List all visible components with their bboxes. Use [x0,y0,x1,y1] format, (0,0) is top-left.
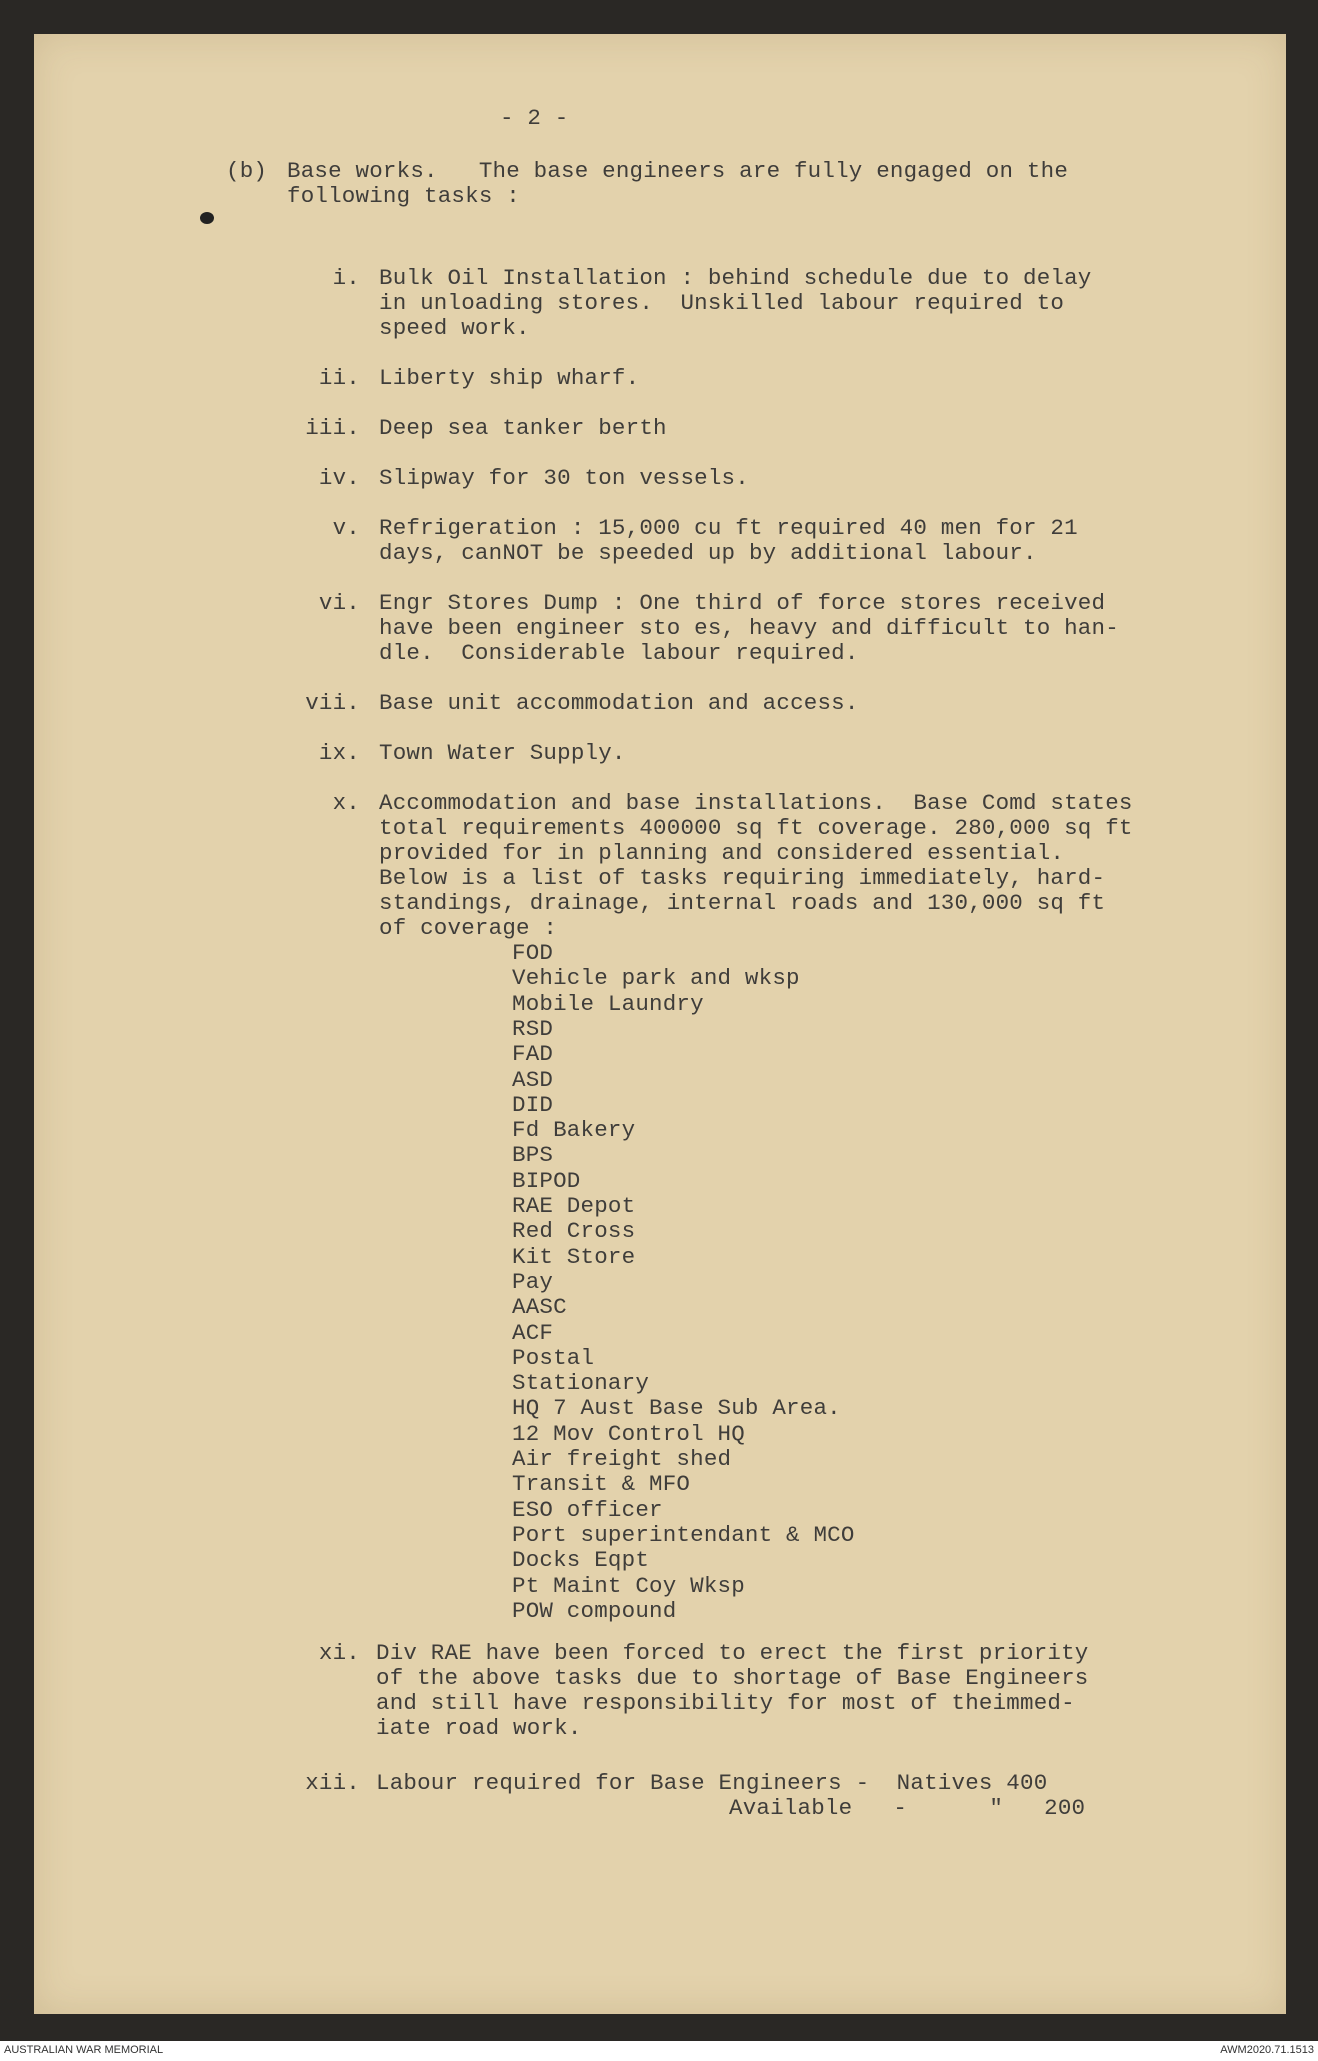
footer-left: AUSTRALIAN WAR MEMORIAL [4,2044,164,2056]
item-number: i. [332,265,360,291]
item-text-line: in unloading stores. Unskilled labour required to [379,290,1065,316]
item-text-line: Deep sea tanker berth [379,415,667,441]
item-number: iii. [305,415,360,441]
item-text-line: Accommodation and base installations. Base Comd states [379,790,1133,816]
task-list-item: POW compound [512,1597,677,1624]
item-text-line: provided for in planning and considered essential. [379,840,1065,866]
item-number: x. [332,790,360,816]
document-page [34,34,1286,2014]
section-label: (b) [226,158,268,184]
item-text-line: Base unit accommodation and access. [379,690,859,716]
task-list-item: AASC [512,1294,567,1321]
item-number: iv. [318,465,360,491]
task-list-item: Pay [512,1268,554,1295]
task-list-item: ACF [512,1319,554,1346]
task-list-item: FOD [512,940,554,966]
task-list-item: RAE Depot [512,1193,636,1219]
task-list-item: DID [512,1091,554,1118]
task-list-item: Docks Eqpt [512,1547,650,1574]
task-list-item: Transit & MFO [512,1471,691,1498]
task-list-item: FAD [512,1041,554,1068]
footer-right: AWM2020.71.1513 [1220,2044,1314,2056]
item-number: vii. [305,690,360,716]
item-text-line: Town Water Supply. [379,740,626,766]
item-number: ix. [318,740,360,766]
section-lead-line: following tasks : [287,183,520,209]
item-text-line: speed work. [379,315,530,341]
task-list-item: Red Cross [512,1218,636,1245]
item-text-line: days, canNOT be speeded up by additional labour. [379,540,1037,566]
task-list-item: Kit Store [512,1243,636,1270]
item-text-line: Bulk Oil Installation : behind schedule due to delay [379,265,1092,291]
item-text-line: Below is a list of tasks requiring immediately, hard- [379,865,1106,891]
page-number: - 2 - [500,105,569,131]
item-number: xii. [305,1770,360,1796]
section-lead-line: Base works. The base engineers are fully engaged on the [287,158,1069,184]
item-text-line: Div RAE have been forced to erect the first priority [376,1640,1089,1666]
task-list-item: ESO officer [512,1496,663,1523]
task-list-item: Air freight shed [512,1446,732,1472]
task-list-item: Vehicle park and wksp [512,965,800,992]
item-number: ii. [318,365,360,391]
item-text-line: have been engineer sto es, heavy and difficult to han- [379,615,1119,641]
footer-bar [0,2041,1318,2061]
task-list-item: Fd Bakery [512,1117,636,1144]
item-text-line: of coverage : [379,915,558,941]
item-number: vi. [318,590,360,616]
item-text-line: of the above tasks due to shortage of Base Engineers [376,1665,1089,1691]
ink-blot [200,212,214,224]
task-list-item: Mobile Laundry [512,990,704,1017]
labour-available-line: Available - " 200 [729,1795,1086,1821]
task-list-item: 12 Mov Control HQ [512,1420,745,1447]
item-number: v. [332,515,360,541]
task-list-item: ASD [512,1066,554,1093]
task-list-item: Postal [512,1344,595,1371]
item-text-line: Refrigeration : 15,000 cu ft required 40 men for 21 [379,515,1078,541]
item-text-line: dle. Considerable labour required. [379,640,859,666]
item-text-line: total requirements 400000 sq ft coverage. 280,000 sq ft [379,815,1133,841]
labour-required-line: Labour required for Base Engineers - Natives 400 [376,1770,1048,1796]
item-text-line: iate road work. [376,1715,582,1741]
item-text-line: Slipway for 30 ton vessels. [379,465,749,491]
task-list-item: RSD [512,1015,554,1042]
item-text-line: Engr Stores Dump : One third of force stores received [379,590,1106,616]
task-list-item: BPS [512,1142,554,1169]
item-text-line: and still have responsibility for most of theimmed- [376,1690,1075,1716]
task-list-item: Pt Maint Coy Wksp [512,1572,745,1599]
item-number: xi. [318,1640,360,1666]
task-list-item: Stationary [512,1370,650,1397]
task-list-item: HQ 7 Aust Base Sub Area. [512,1395,841,1422]
item-text-line: standings, drainage, internal roads and 130,000 sq ft [379,890,1106,916]
task-list-item: Port superintendant & MCO [512,1521,855,1548]
task-list-item: BIPOD [512,1167,581,1194]
item-text-line: Liberty ship wharf. [379,365,640,391]
